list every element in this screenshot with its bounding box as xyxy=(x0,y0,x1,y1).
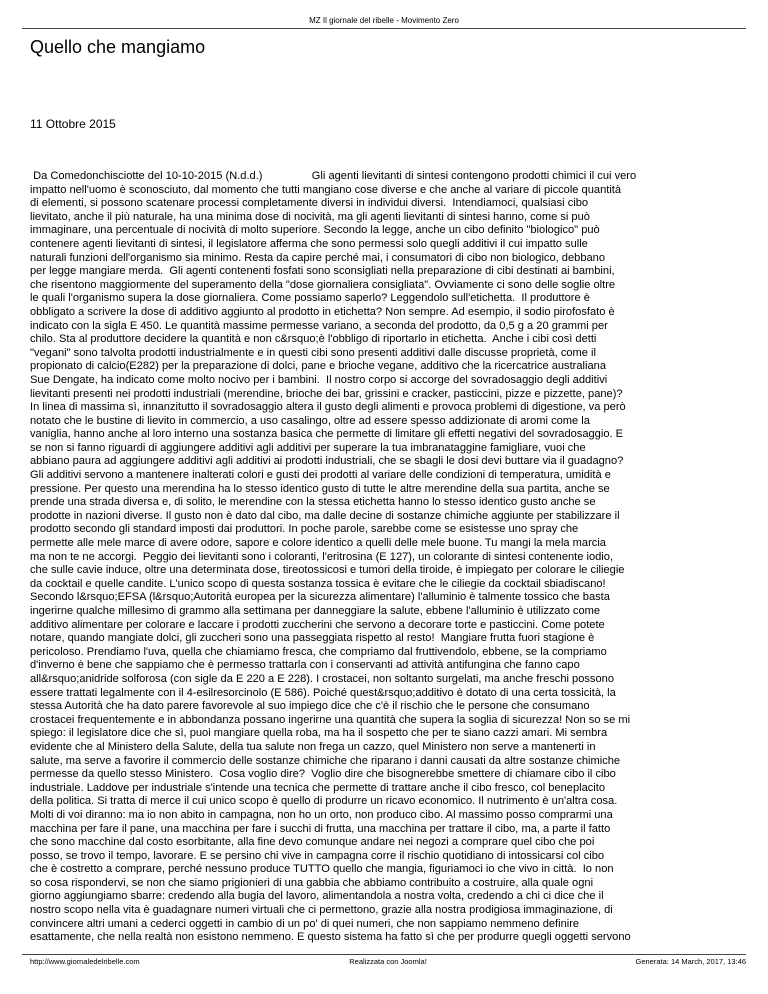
article-body: Da Comedonchisciotte del 10-10-2015 (N.d.d.) Gli agenti lievitanti di sintesi contengono prodotti chimici il cui vero impatto nell'uomo è sconosciuto, dal momento che tutti mangiano cose diverse e che anche al variare di piccole quantità di elementi, si possono scatenare processi completamente diversi in individui diversi. Intendiamoci, qualsiasi cibo lievitato, anche il più naturale, ha una minima dose di nocività, ma gli agenti lievitanti di sintesi hanno, come si può immaginare, una percentuale di nocività di molto superiore. Secondo la legge, anche un cibo definito "biologico" può contenere agenti lievitanti di sintesi, il legislatore afferma che sono permessi solo quegli additivi il cui impatto sulle naturali funzioni dell'organismo sia minimo. Resta da capire perché mai, i consumatori di cibo non biologico, debbano per legge mangiare merda. Gli agenti contenenti fosfati sono sconsigliati nella preparazione di cibi destinati ai bambini, che risentono maggiormente del superamento della "dose giornaliera consigliata". Ovviamente ci sono delle soglie oltre le quali l'organismo supera la dose giornaliera. Come possiamo saperlo? Leggendolo sull'etichetta. Il produttore è obbligato a scrivere la dose di additivo aggiunto al prodotto in etichetta? Non sempre. Ad esempio, il sodio pirofosfato è indicato con la sigla E 450. Le quantità massime permesse variano, a seconda del prodotto, da 0,5 g a 20 grammi per chilo. Sta al produttore decidere la quantità e non c&rsquo;è l'obbligo di riportarlo in etichetta. Anche i cibi così detti "vegani" sono talvolta prodotti industrialmente e in questi cibi sono presenti additivi dalle discusse proprietà, come il propionato di calcio(E282) per la preparazione di dolci, pane e brioche vegane, additivo che la ricercatrice australiana Sue Dengate, ha indicato come molto nocivo per i bambini. Il nostro corpo si accorge del sovradosaggio degli additivi lievitanti presenti nei prodotti industriali (merendine, brioche dei bar, grissini e cracker, pasticcini, pizze e pizzette, pane)? In linea di massima sì, innanzitutto il sovradosaggio altera il gusto degli alimenti e provoca problemi di digestione, va però notato che le bustine di lievito in commercio, a uso casalingo, oltre ad essere spesso addizionate di aromi come la vaniglia, hanno anche al loro interno una sostanza basica che permette di limitare gli effetti negativi del sovradosaggio. E se non si fanno riguardi di aggiungere additivi agli additivi per superare la tua imbranataggine famigliare, vuoi che abbiano paura ad aggiungere additivi agli additivi ai prodotti industriali, che se sbagli le dosi devi buttare via il guadagno? Gli additivi servono a mantenere inalterati colori e gusti dei prodotti al variare delle condizioni di temperatura, umidità e pressione. Per questo una merendina ha lo stesso identico gusto di tutte le altre merendine della sua partita, anche se prende una strada diversa e, di solito, le merendine con la stessa etichetta hanno lo stesso identico gusto anche se prodotte in nazioni diverse. Il gusto non è dato dal cibo, ma dalle decine di sostanze chimiche aggiunte per stabilizzare il prodotto secondo gli standard imposti dai produttori. In poche parole, sarebbe come se esistesse uno spray che permette alle mele marce di avere odore, sapore e colore identico a quelli delle mele buone. Tu mangi la mela marcia ma non te ne accorgi. Peggio dei lievitanti sono i coloranti, l'eritrosina (E 127), un colorante di sintesi contenente iodio, che sulle cavie induce, oltre una determinata dose, tireotossicosi e tumori della tiroide, è impiegato per colorare le ciliegie da cocktail e quelle candite. L'unico scopo di questa sostanza tossica è evitare che le ciliegie da cocktail sbiadiscano! Secondo l&rsquo;EFSA (l&rsquo;Autorità europea per la sicurezza alimentare) l'alluminio è talmente tossico che basta ingerirne qualche millesimo di grammo alla settimana per danneggiare la salute, ebbene l'alluminio è utilizzato come additivo alimentare per colorare e laccare i prodotti zuccherini che servono a decorare torte e pasticcini. Come potete notare, quando mangiate dolci, gli zuccheri sono una passeggiata rispetto al resto! Mangiare frutta fuori stagione è pericoloso. Prendiamo l'uva, quella che chiamiamo fresca, che compriamo dal fruttivendolo, ebbene, se la compriamo d'inverno è bene che sappiamo che è permesso trattarla con i conservanti ad attività antifungina che fanno capo all&rsquo;anidride solforosa (con sigle da E 220 a E 228). I crostacei, non soltanto surgelati, ma anche freschi possono essere trattati legalmente con il 4-esilresorcinolo (E 586). Poiché quest&rsquo;additivo è dotato di una certa tossicità, la stessa Autorità che ha dato parere favorevole al suo impiego dice che c'è il rischio che le persone che consumano crostacei frequentemente e in abbondanza possano ingerirne una quantità che supera la soglia di sicurezza! Non so se mi spiego: il legislatore dice che sì, puoi mangiare quella roba, ma ha il sospetto che per te siano cazzi amari. Mi sembra evidente che al Ministero della Salute, della tua salute non frega un cazzo, quel Ministero non serve a mantenerti in salute, ma serve a favorire il commercio delle sostanze chimiche che riparano i danni causati da altre sostanze chimiche permesse da quello stesso Ministero. Cosa voglio dire? Voglio dire che bisognerebbe smettere di chiamare cibo il cibo industriale. Laddove per industriale s'intende una tecnica che permette di trattare anche il cibo fresco, col beneplacito della politica. Si tratta di merce il cui unico scopo è quello di produrre un ricavo economico. Il nutrimento è un'altra cosa. Molti di voi diranno: ma io non abito in campagna, non ho un orto, non produco cibo. Al massimo posso comprarmi una macchina per fare il pane, una macchina per fare i succhi di frutta, una macchina per trattare il cibo, ma, a parte il fatto che sono macchine dal costo esorbitante, alla fine devo comunque andare nei negozi a comprare quel cibo che poi posso, se trovo il tempo, lavorare. E se persino chi vive in campagna corre il rischio quotidiano di intossicarsi col cibo che è costretto a comprare, perché nessuno produce TUTTO quello che mangia, figuriamoci io che vivo in città. Io non so cosa rispondervi, se non che siamo prigionieri di una gabbia che abbiamo contribuito a costruire, alla quale ogni giorno aggiungiamo sbarre: credendo alla bugia del lavoro, alimentandola a nostra volta, credendo a chi ci dice che il nostro scopo nella vita è guadagnare numeri virtuali che ci permettono, grazie alla nostra prodigiosa immaginazione, di convincere altri umani a cederci oggetti in cambio di un po' di quei numeri, che non sappiamo nemmeno definire esattamente, che nella realtà non esistono nemmeno. E questo sistema ha fatto sì che per produrre quegli oggetti servono xyxy=(30,170,637,944)
footer-divider xyxy=(22,954,746,955)
footer-made-with: Realizzata con Joomla! xyxy=(349,957,427,966)
article-title: Quello che mangiamo xyxy=(30,37,206,57)
page-header xyxy=(0,16,768,26)
footer-generated-date: Generata: 14 March, 2017, 13:46 xyxy=(635,957,747,966)
site-name: MZ Il giornale del ribelle - Movimento Zero xyxy=(309,16,459,25)
header-divider xyxy=(22,28,746,29)
page-footer xyxy=(30,957,746,966)
article-date: 11 Ottobre 2015 xyxy=(30,117,116,131)
footer-url-link[interactable]: http://www.giornaledelribelle.com xyxy=(30,957,140,966)
